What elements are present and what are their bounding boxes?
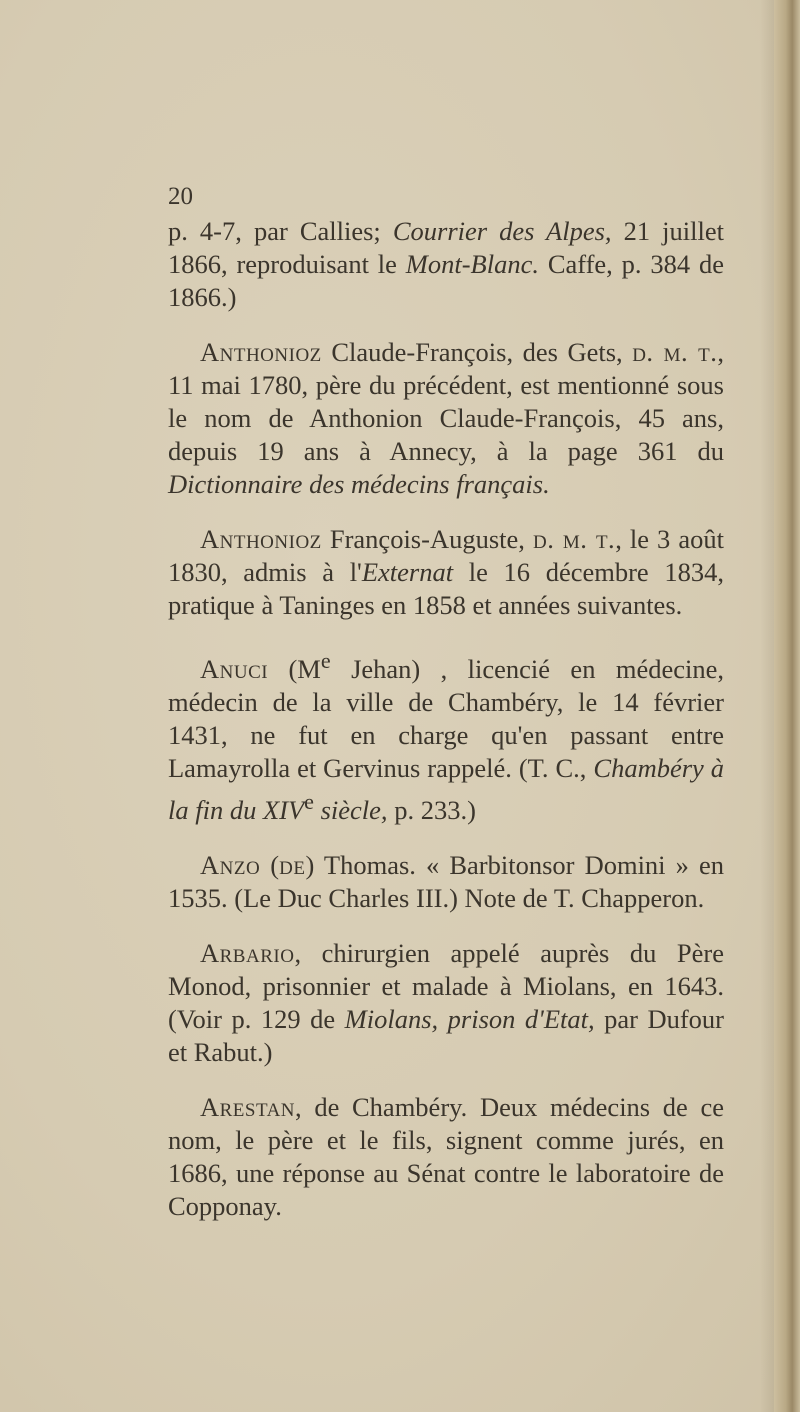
- entry-anzo: [168, 849, 724, 915]
- abbreviation: de: [279, 849, 306, 880]
- abbreviation: d. m. t.: [632, 337, 718, 367]
- italic-title: Mont-Blanc.: [405, 249, 539, 279]
- text-run: , chirurgien appelé auprès du Père Monod, prisonnier et malade à Miolans, en 1643. (Voir p. 129 de: [168, 937, 724, 1034]
- text-run: , de Chambéry. Deux médecins de ce nom, le père et le fils, signent comme jurés, en 1686, une réponse au Sénat contre le laboratoire de Copponay.: [168, 1091, 724, 1221]
- entry-headword: Anthonioz: [200, 524, 322, 554]
- superscript: e: [304, 788, 314, 814]
- text-run: p. 4-7, par Callies;: [168, 216, 393, 246]
- entry-headword: Anzo: [200, 849, 261, 880]
- italic-title: Externat: [361, 557, 454, 587]
- page-text: [168, 180, 724, 1245]
- entry-anthonioz-claude-francois: [168, 336, 724, 501]
- entry-anuci: [168, 644, 724, 827]
- text-run: , le 3 août 1830, admis à l': [168, 524, 724, 587]
- entry-anthonioz-francois-auguste: [168, 523, 724, 622]
- entry-arestan: [168, 1091, 724, 1223]
- entry-arbario: [168, 937, 724, 1069]
- entry-headword: Anthonioz: [200, 337, 322, 367]
- text-run: par Dufour et Rabut.): [168, 1003, 724, 1067]
- text-run: 21 juillet 1866, reproduisant le: [168, 216, 725, 279]
- text-run: le 16 décembre 1834, pratique à Taninges en 1858 et années suivantes.: [168, 557, 724, 620]
- page-gutter-shadow: [760, 0, 774, 1412]
- superscript: e: [320, 648, 331, 673]
- text-run: (: [260, 849, 280, 880]
- text-run: Caffe, p. 384 de 1866.): [168, 249, 724, 312]
- text-run: , 11 mai 1780, père du précédent, est mentionné sous le nom de Anthonion Claude-François, 45 ans, depuis 19 ans à Annecy, à la page 361 du: [168, 337, 724, 466]
- text-run: François-Auguste,: [321, 524, 533, 554]
- italic-title: Chambéry à la fin du XIV: [168, 752, 725, 825]
- paragraph-continuation: [168, 215, 724, 314]
- text-run: ) Thomas. « Barbitonsor Domini » en 1535. (Le Duc Charles III.) Note de T. Chapperon.: [168, 849, 724, 913]
- italic-title: Courrier des Alpes,: [392, 216, 612, 246]
- text-run: (M: [268, 653, 321, 684]
- italic-title: Miolans, prison d'Etat,: [344, 1003, 595, 1034]
- abbreviation: d. m. t.: [532, 524, 616, 554]
- entry-headword: Arbario: [200, 937, 295, 968]
- italic-title: siècle,: [313, 794, 388, 825]
- italic-title: Dictionnaire des médecins français.: [168, 469, 550, 499]
- entry-headword: Anuci: [200, 653, 269, 684]
- text-run: p. 233.): [387, 794, 476, 825]
- entry-headword: Arestan: [200, 1091, 296, 1122]
- text-run: Jehan) , licencié en médecine, médecin de la ville de Chambéry, le 14 février 1431, ne fut en charge qu'en passant entre Lamayrolla et Gervinus rappelé. (T. C.,: [168, 653, 724, 783]
- page-number: 20: [168, 183, 193, 210]
- text-run: Claude-François, des Gets,: [321, 337, 633, 367]
- page-edge: [774, 0, 800, 1412]
